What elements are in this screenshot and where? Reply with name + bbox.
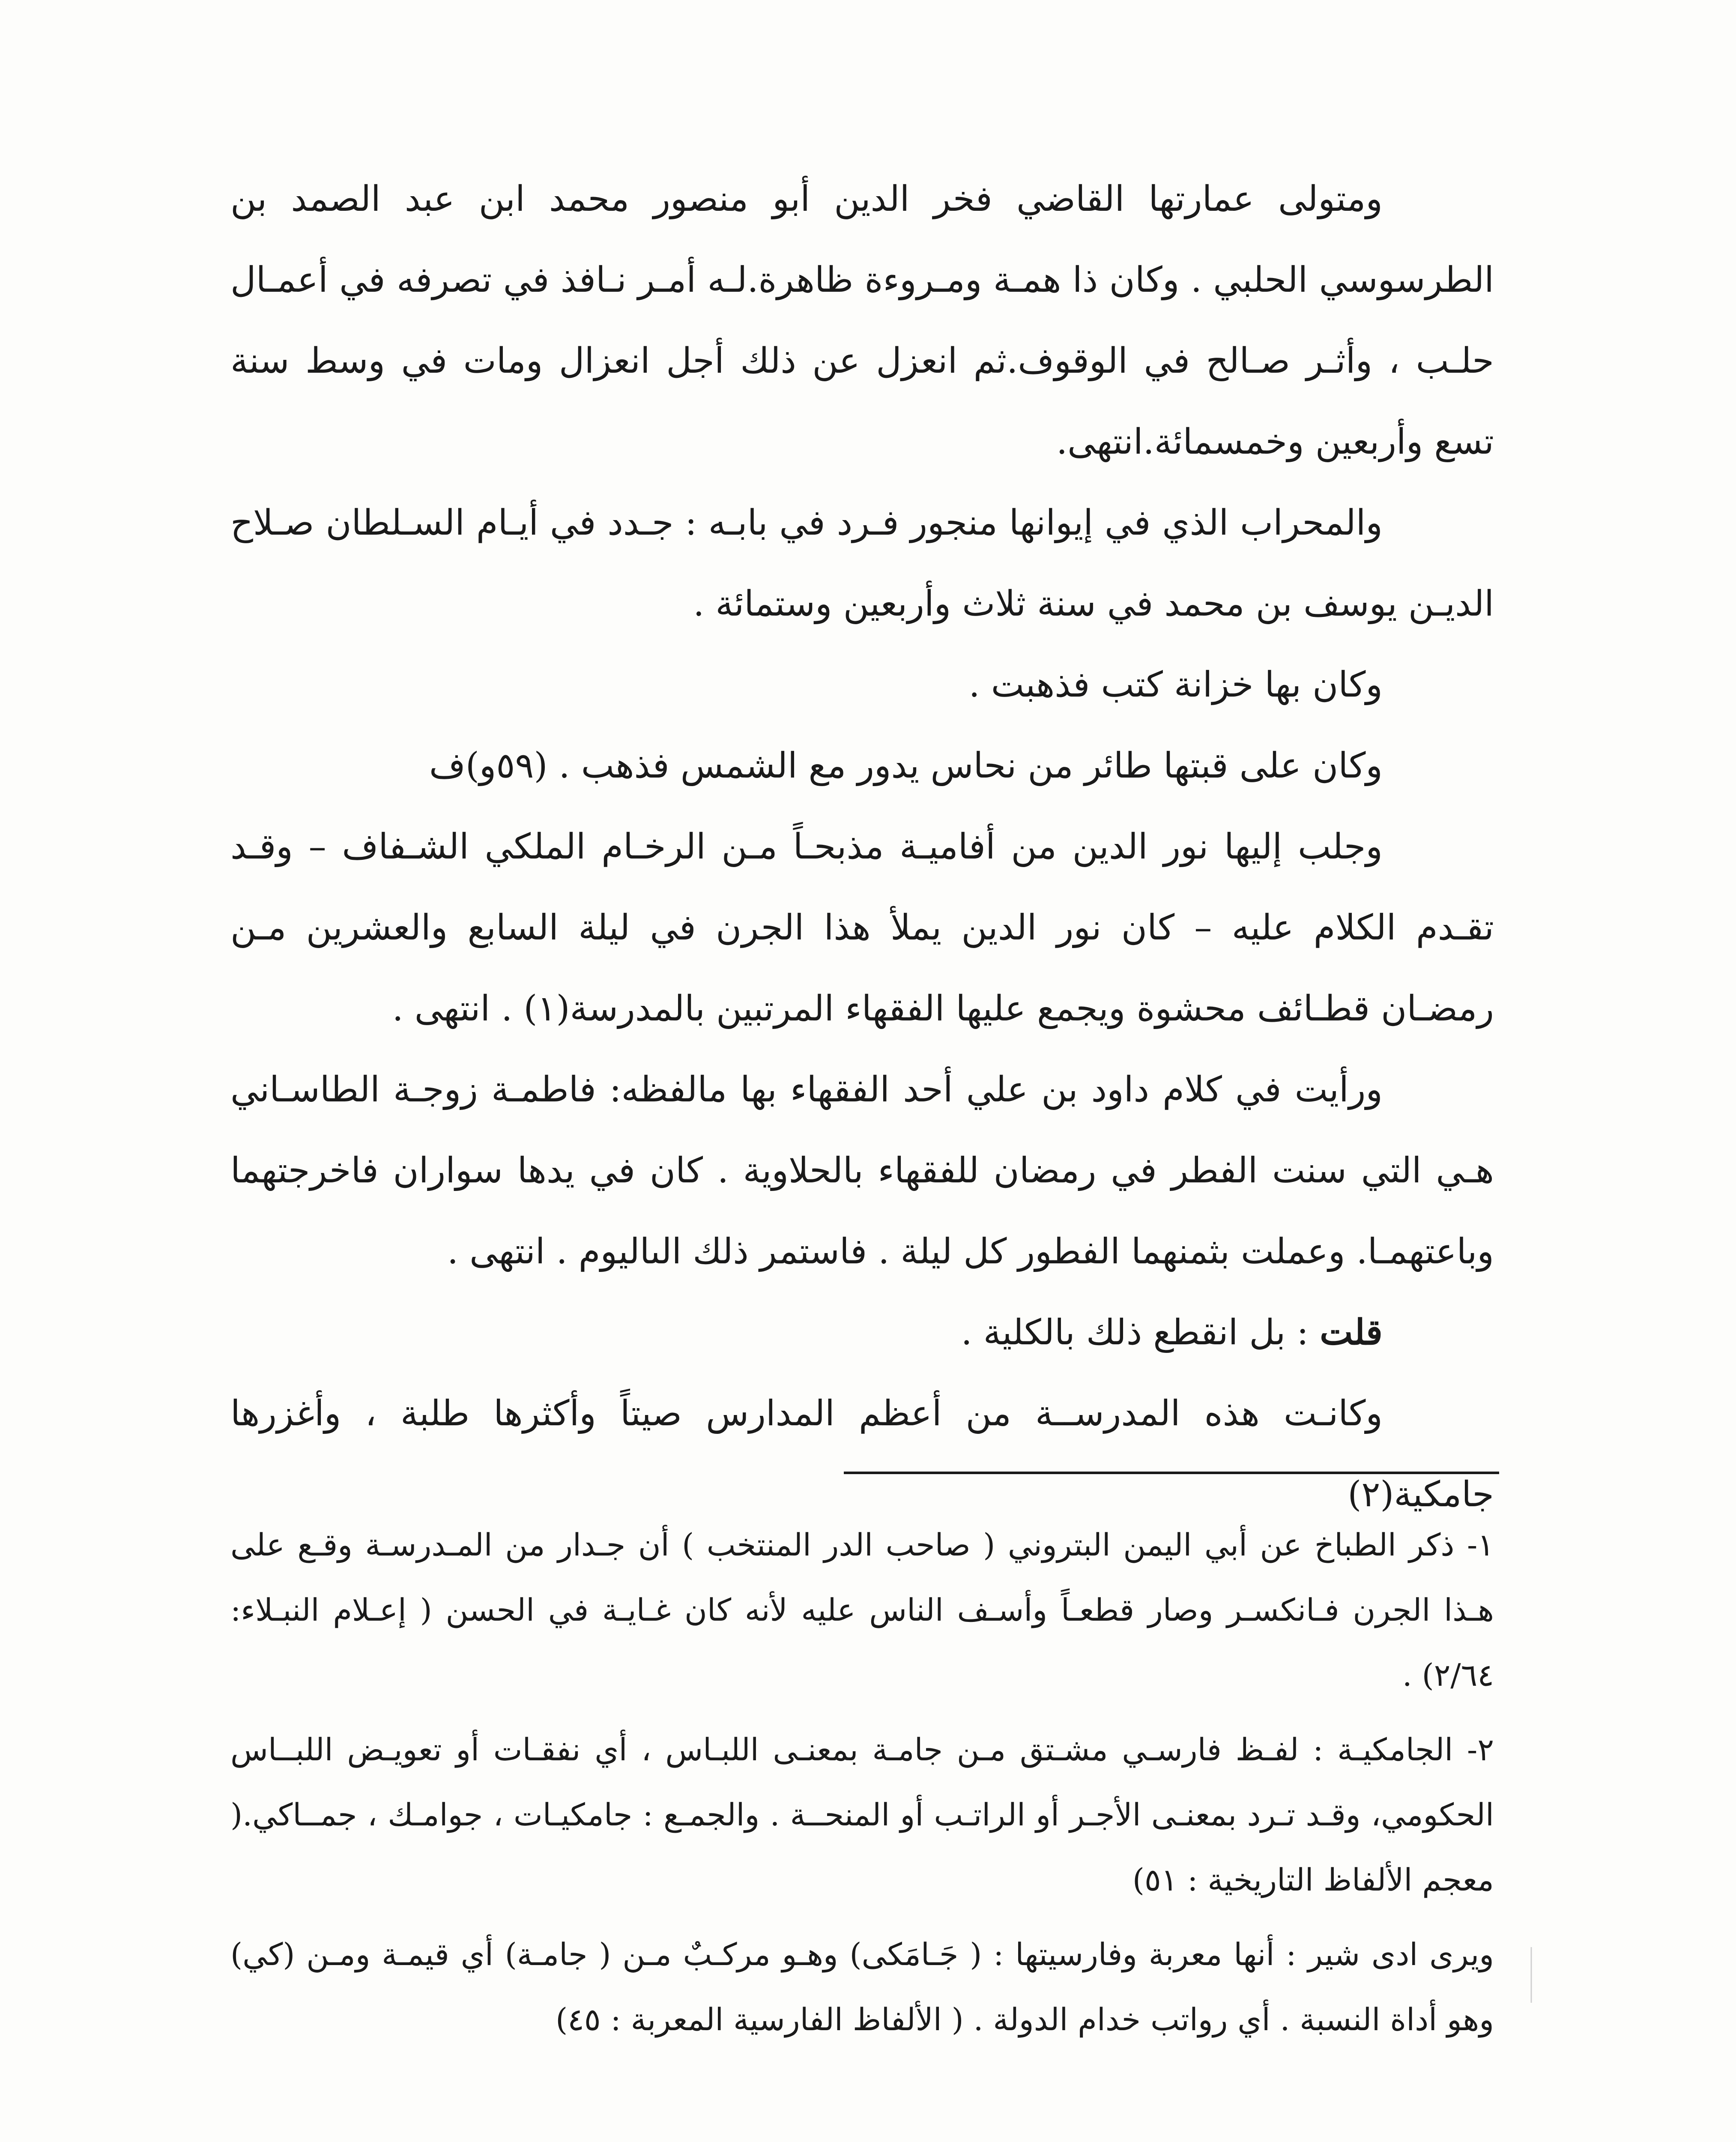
main-text [230,159,1494,1535]
footnote-3: ويرى ادى شير : أنها معربة وفارسيتها : ( جَـامَكى) وهـو مركـبٌ مـن ( جامـة) أي قيمـة ومـن (كي) وهو أداة النسبة . أي رواتب خدام الدولة . ( الألفاظ الفارسية المعربة : ٤٥) [230,1936,1494,2037]
qult-word: قلت [1320,1312,1383,1353]
paragraph-6: ورأيت في كلام داود بن علي أحد الفقهاء بها مالفظه: فاطمـة زوجـة الطاسـاني هـي التي سنت الفطر في رمضان للفقهاء بالحلاوية . كان في يدها سواران فاخرجتهما وباعتهمـا. وعملت بثمنهما الفطور كل ليلة . فاستمر ذلك الىاليوم . انتهى . [230,1069,1494,1272]
paragraph-4: وكان على قبتها طائر من نحاس يدور مع الشمس فذهب . (٥٩و)ف [429,745,1383,786]
scan-speck-icon [1525,1945,1538,2005]
paragraph-3: وكان بها خزانة كتب فذهبت . [968,664,1383,705]
paragraph-2: والمحراب الذي في إيوانها منجور فـرد في بابـه : جـدد في أيـام السـلطان صـلاح الديـن يوسف بن محمد في سنة ثلاث وأربعين وستمائة . [230,503,1494,624]
footnotes [230,1512,1494,2061]
paragraph-7 [230,1292,1494,1373]
paragraph-5: وجلب إليها نور الدين من أفاميـة مذبحـاً مـن الرخـام الملكي الشـفاف – وقـد تقـدم الكلام عليه – كان نور الدين يملأ هذا الجرن في ليلة السابع والعشرين مـن رمضـان قطـائف محشوة ويجمع عليها الفقهاء المرتبين بالمدرسة(١) . انتهى . [230,826,1494,1029]
footnote-2: ٢- الجامكيـة : لفـظ فارسـي مشـتق مـن جامـة بمعنـى اللبـاس ، أي نفقـات أو تعويـض اللبــاس الحكومي، وقـد تـرد بمعنـى الأجـر أو الراتـب أو المنحــة . والجمـع : جامكيـات ، جوامـك ، جمــاكي.( معجم الألفاظ التاريخية : ٥١) [230,1732,1494,1898]
paragraph-7-rest: : بل انقطع ذلك بالكلية . [961,1312,1320,1353]
paragraph-1: ومتولى عمارتها القاضي فخر الدين أبو منصور محمد ابن عبد الصمد بن الطرسوسي الحلبي . وكان ذا همـة ومـروءة ظاهرة.لـه أمـر نـافذ في تصرفه في أعمـال حلـب ، وأثـر صـالح في الوقوف.ثم انعزل عن ذلك أجل انعزال ومات في وسط سنة تسع وأربعين وخمسمائة.انتهى. [230,179,1494,462]
footnote-separator [844,1472,1499,1474]
footnote-1: ١- ذكر الطباخ عن أبي اليمن البتروني ( صاحب الدر المنتخب ) أن جـدار من المـدرسـة وقـع على هـذا الجرن فـانكسـر وصار قطعـاً وأسـف الناس عليه لأنه كان غـايـة في الحسن ( إعـلام النبـلاء: ٢/٦٤) . [230,1527,1494,1693]
paragraph-8: وكانـت هذه المدرســة من أعظم المدارس صيتاً وأكثرها طلبة ، وأغزرها جامكية(٢) [230,1393,1494,1515]
